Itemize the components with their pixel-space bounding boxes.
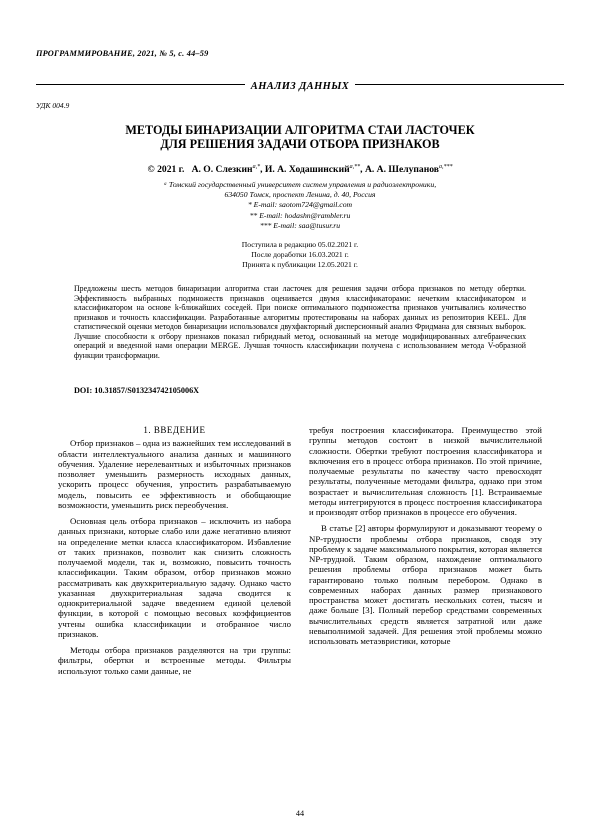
author-marker: a,* [252, 164, 261, 170]
body-column-right [309, 425, 542, 652]
page-number: 44 [295, 809, 305, 818]
email-line: ** E-mail: hodashn@rambler.ru [249, 210, 351, 220]
body-paragraph: Методы отбора признаков разделяются на три группы: фильтры, обертки и встроенные методы. Фильтры используют только сами данные, не [58, 645, 291, 676]
abstract: Предложены шесть методов бинаризации алгоритма стаи ласточек для решения задачи отбора признаков по методу обертки. Эффективность выбранных подмножеств признаков оценивается двумя классификаторами: нечетким классификатором и классификатором на основе k-ближайших соседей. При поиске оптимального подмножества признаков учитывались количество признаков и точность классификации. Разработанные алгоритмы протестированы на наборах данных из репозитория KEEL. Для статистической оценки методов бинаризации использовался двухфакторный дисперсионный анализ Фридмана для связных выборок. Лучшие способности к отбору признаков показал гибридный метод, основанный на методе модифицированных алгебраических операций и введенной нами операции MERGE. Лучшая точность классификации получена с использованием метода V-образной функции трансформации. [74, 284, 526, 360]
body-paragraph: Отбор признаков – одна из важнейших тем исследований в области интеллектуального анализа данных и машинного обучения. Удаление нерелевантных и избыточных признаков позволяет уменьшить размерность исходных данных, ускорить процесс обучения, упростить разрабатываемую модель, повысить ее эффективность и обобщающие возможности, уменьшить риск переобучения. [58, 438, 291, 510]
affiliation-block [80, 180, 520, 231]
author-name: И. А. Ходашинский [264, 164, 350, 176]
body-paragraph: В статье [2] авторы формулируют и доказывают теорему о NP-трудности проблемы отбора признаков, сводя эту проблему к задаче максимального покрытия, которая является NP-трудной. Таким образом, нахождение оптимального решения проблемы отбора признаков может быть гарантировано только полным перебором. Однако в современных наборах данных размер признакового пространства может достигать нескольких сотен, тысяч и даже больше [3]. Полный перебор средствами современных вычислительных средств является затратной или даже невыполнимой задачей. Для решения этой проблемы можно использовать метаэвристики, которые [309, 523, 542, 646]
email-line: *** E-mail: saa@tusur.ru [259, 220, 341, 230]
section-heading: 1. ВВЕДЕНИЕ [143, 425, 206, 435]
affiliation-line: 634050 Томск, проспект Ленина, д. 40, Россия [224, 190, 376, 200]
author-name: А. О. Слезкин [191, 164, 253, 176]
title-line: МЕТОДЫ БИНАРИЗАЦИИ АЛГОРИТМА СТАИ ЛАСТОЧЕК [125, 123, 475, 137]
body-column-left [58, 425, 291, 682]
rubric-label: АНАЛИЗ ДАННЫХ [245, 81, 355, 92]
body-paragraph: требуя построения классификатора. Преимущество этой группы методов состоит в низкой вычислительной сложности. Обертки требуют построения классификатора и включения его в процесс отбора признаков. По этой причине, получаемые результаты по качеству часто превосходят результаты, полученные методами фильтра, однако при этом возрастает и вычислительная сложность [1]. Встраиваемые методы интегрируются в процесс построения классификатора и производят отбор признаков в процессе его обучения. [309, 425, 542, 517]
author-marker: a,** [349, 164, 361, 170]
date-line: Принята к публикации 12.05.2021 г. [242, 259, 358, 269]
udk-code: УДК 004.9 [36, 101, 70, 110]
author-marker: a,*** [438, 164, 453, 170]
affiliation-line: ᵃ Томский государственный университет систем управления и радиоэлектроники, [163, 180, 437, 189]
copyright-year: © 2021 г. [147, 164, 185, 176]
body-paragraph: Основная цель отбора признаков – исключить из набора данных признаки, которые слабо или даже негативно влияют на определение метки класса классификатором. Избавление от таких признаков, позволит как снизить сложность получаемой модели, так и, возможно, повысить точность классификации. Таким образом, отбор признаков можно рассматривать как двухкритериальную задачу. Однако часто указанная двухкритериальная задача сводится к однокритериальной задаче введением единой целевой функции, в которой с помощью весовых коэффициентов учтены ошибка классификации и отобранное число признаков. [58, 516, 291, 639]
author-name: А. А. Шелупанов [364, 164, 439, 176]
title-line: ДЛЯ РЕШЕНИЯ ЗАДАЧИ ОТБОРА ПРИЗНАКОВ [160, 136, 440, 151]
doi-link[interactable]: DOI: 10.31857/S013234742105006X [74, 386, 200, 395]
date-line: После доработки 16.03.2021 г. [251, 249, 349, 259]
journal-citation: ПРОГРАММИРОВАНИЕ, 2021, № 5, с. 44–59 [36, 49, 209, 58]
author-line: © 2021 г. А. О. Слезкин$^{a,*}$, И. А. Ходашинский$^{a,**}$, А. А. Шелупанов$^{a,***}$ [147, 164, 453, 176]
email-line: * E-mail: saotom724@gmail.com [247, 200, 353, 210]
date-line: Поступила в редакцию 05.02.2021 г. [241, 240, 359, 249]
submission-dates [150, 240, 450, 269]
rubric-heading [0, 76, 600, 94]
article-title [60, 124, 540, 151]
